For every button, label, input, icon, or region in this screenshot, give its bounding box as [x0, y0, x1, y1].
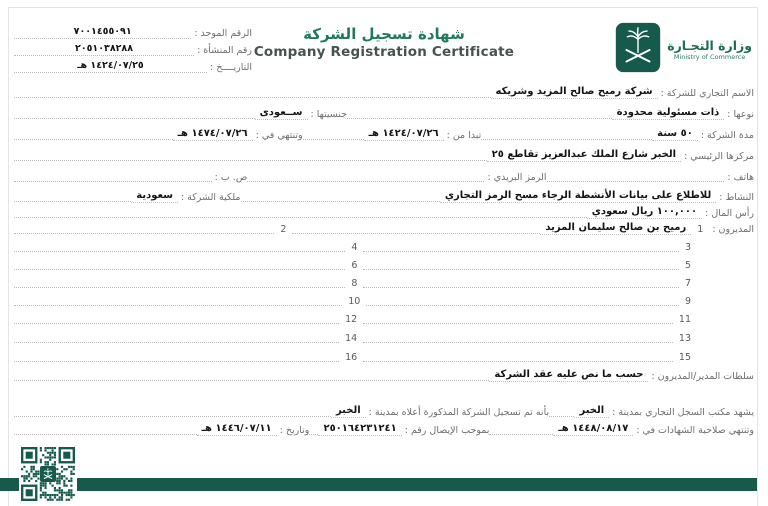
dotted-line — [14, 114, 255, 119]
dotted-line — [363, 265, 679, 270]
dotted-line — [241, 197, 440, 202]
head-office-row — [14, 148, 754, 162]
dotted-line — [366, 301, 679, 306]
dotted-line — [14, 301, 342, 306]
unified-number-row — [14, 22, 252, 39]
manager-slot-number: 12 — [345, 314, 358, 325]
receipt-number-label: بموجب الإيصال رقم : — [404, 425, 490, 436]
dotted-line — [14, 430, 197, 435]
trade-name-label: الاسم التجاري للشركة : — [660, 88, 754, 99]
trade-name-row — [14, 85, 754, 99]
postal-code-label: الرمز البريدي : — [487, 172, 547, 183]
manager-slot-number: 9 — [684, 296, 691, 307]
title-english: Company Registration Certificate — [253, 44, 515, 61]
manager-slot-number: 7 — [684, 278, 691, 289]
managers-row-2 — [14, 239, 754, 253]
capital-row — [14, 205, 754, 219]
dotted-line — [14, 376, 489, 381]
managers-row-1 — [14, 221, 754, 235]
phone-postal-pobox-row — [14, 169, 754, 183]
dotted-line — [489, 430, 553, 435]
duration-row — [14, 127, 754, 141]
issue-date-value: ١٤٢٤/٠٧/٢٥ هـ — [14, 60, 207, 73]
ownership-value: سعودية — [131, 190, 178, 203]
registered-city-label: بأنه تم تسجيل الشركة المذكورة أعلاه بمدينة : — [368, 407, 550, 418]
manager-slot-number: 11 — [678, 314, 691, 325]
dotted-line — [363, 247, 679, 252]
qr-code — [19, 445, 77, 506]
dotted-line — [481, 135, 652, 140]
activity-label: النشاط : — [719, 192, 754, 203]
phone-label: هاتف : — [727, 172, 754, 183]
dotted-line — [14, 338, 339, 343]
validity-label: وتنتهي صلاحية الشهادات في : — [636, 425, 754, 436]
manager-powers-label: سلطات المدير/المديرون : — [651, 371, 754, 382]
dotted-line — [363, 319, 673, 324]
duration-value: ٥٠ سنة — [652, 128, 698, 141]
unified-number-value: ٧٠٠١٤٥٥٠٩١ — [14, 26, 191, 39]
dotted-line — [363, 338, 673, 343]
managers-row-8 — [14, 349, 754, 363]
managers-row-4 — [14, 275, 754, 289]
ownership-label: ملكية الشركة : — [180, 192, 241, 203]
manager-slot-number: 10 — [348, 296, 361, 307]
dotted-line — [14, 177, 212, 182]
trade-name-value: شركة رميح صالح المزيد وشريكه — [491, 86, 658, 99]
registered-city-value: الخبر — [331, 405, 366, 418]
dotted-line — [14, 135, 173, 140]
company-type-label: نوعها : — [727, 109, 754, 120]
issue-date-row — [14, 56, 252, 73]
dotted-line — [247, 177, 484, 182]
manager-name: رميح بن صالح سليمان المزيد — [540, 222, 691, 235]
head-office-value: الخبر شارع الملك عبدالعزيز تقاطع ٢٥ — [487, 149, 681, 162]
managers-row-6 — [14, 311, 754, 325]
dotted-line — [14, 197, 131, 202]
footer-green-bar — [0, 478, 757, 491]
capital-label: رأس المال : — [705, 208, 754, 219]
receipt-date-value: ١٤٤٦/٠٧/١١ هـ — [197, 423, 277, 436]
manager-powers-value: حسب ما نص عليه عقد الشركة — [489, 369, 648, 382]
manager-slot-number: 14 — [345, 333, 358, 344]
dotted-line — [14, 213, 587, 218]
start-date-value: ١٤٢٤/٠٧/٢٦ هـ — [364, 128, 444, 141]
end-date-label: وتنتهي في : — [255, 130, 303, 141]
manager-powers-row — [14, 368, 754, 382]
receipt-number-value: ٢٥٠١٦٤٢٣١٢٤١ — [318, 423, 401, 436]
facility-number-value: ٢٠٥١٠٣٨٢٨٨ — [14, 43, 194, 56]
activity-ownership-row — [14, 189, 754, 203]
po-box-label: ص. ب : — [214, 172, 248, 183]
dotted-line — [14, 247, 345, 252]
dotted-line — [363, 357, 673, 362]
dotted-line — [14, 265, 345, 270]
validity-value: ١٤٤٨/٠٨/١٧ هـ — [553, 423, 633, 436]
unified-number-label: الرقم الموحد : — [194, 28, 252, 39]
managers-row-7 — [14, 330, 754, 344]
capital-value: ١٠٠,٠٠٠ ريال سعودي — [587, 206, 702, 219]
manager-slot-number: 2 — [280, 224, 287, 235]
manager-slot-number: 6 — [351, 260, 358, 271]
dotted-line — [14, 156, 487, 161]
manager-slot-number: 16 — [345, 352, 358, 363]
receipt-date-label: وتاريخ : — [279, 425, 310, 436]
dotted-line — [549, 412, 574, 417]
dotted-line — [347, 114, 612, 119]
qr-code-icon — [21, 447, 75, 501]
header-numbers — [14, 22, 252, 73]
validity-receipt-row — [14, 422, 754, 436]
dotted-line — [14, 319, 339, 324]
dotted-line — [309, 430, 318, 435]
dotted-line — [547, 177, 725, 182]
type-nationality-row — [14, 106, 754, 120]
title-arabic: شهادة تسجيل الشركة — [303, 25, 465, 43]
dotted-line — [14, 412, 331, 417]
managers-row-5 — [14, 293, 754, 307]
manager-slot-number: 3 — [684, 242, 691, 253]
manager-slot-number: 8 — [351, 278, 358, 289]
duration-label: مدة الشركة : — [700, 130, 754, 141]
issue-date-label: التاريــــخ : — [209, 62, 252, 73]
attestation-row — [14, 404, 754, 418]
dotted-line — [14, 357, 339, 362]
ministry-name-ar: وزارة التجـارة — [667, 38, 752, 53]
managers-row-3 — [14, 257, 754, 271]
activity-value: للاطلاع على بيانات الأنشطة الرجاء مسح الرمز التجاري — [440, 190, 716, 203]
dotted-line — [292, 229, 540, 234]
dotted-line — [303, 135, 364, 140]
attest-office-value: الخبر — [574, 405, 609, 418]
nationality-value: ســعودى — [255, 107, 308, 120]
start-date-label: تبدا من : — [446, 130, 482, 141]
dotted-line — [363, 283, 679, 288]
manager-slot-number: 4 — [351, 242, 358, 253]
head-office-label: مركزها الرئيسي : — [684, 151, 754, 162]
nationality-label: جنسيتها : — [310, 109, 347, 120]
facility-number-label: رقم المنشأة : — [197, 45, 252, 56]
manager-slot-number: 5 — [684, 260, 691, 271]
manager-slot-number: 1 — [697, 224, 704, 235]
manager-slot-number: 15 — [678, 352, 691, 363]
dotted-line — [14, 229, 274, 234]
manager-slot-number: 13 — [678, 333, 691, 344]
dotted-line — [14, 93, 491, 98]
end-date-value: ١٤٧٤/٠٧/٢٦ هـ — [173, 128, 253, 141]
qr-center-emblem-icon — [40, 466, 56, 482]
attest-office-label: يشهد مكتب السجل التجاري بمدينة : — [612, 407, 754, 418]
company-type-value: ذات مسئولية محدودة — [612, 107, 725, 120]
dotted-line — [14, 283, 345, 288]
facility-number-row — [14, 39, 252, 56]
managers-label: المديرون : — [712, 224, 754, 235]
ministry-name-en: Ministry of Commerce — [673, 53, 746, 61]
